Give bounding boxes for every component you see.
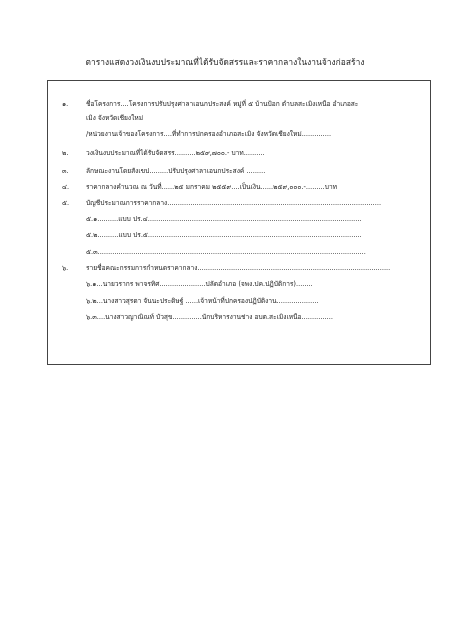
item-5-2-text: ๕.๒..........แบบ ปร.๕...................................................................................................... bbox=[86, 231, 362, 239]
item-4-text: ราคากลางคำนวณ ณ วันที่......๒๕ มกราคม ๒๕๕๙....เป็นเงิน......๒๕๙,๐๐๐.-.........บาท bbox=[86, 183, 338, 191]
item-2-number: ๒. bbox=[62, 149, 69, 157]
item-6-2-text: ๖.๒...นางสาวสุรดา จันนะประดิษฐ์ ......เจ้าหน้าที่ปกครองปฏิบัติงาน.................... bbox=[86, 297, 319, 305]
item-6-number: ๖. bbox=[62, 264, 69, 272]
item-1-text: ชื่อโครงการ....โครงการปรับปรุงศาลาเอนกประสงค์ หมู่ที่ ๕ บ้านป้อก ตำบลสะเมิงเหนือ อำเภอสะ bbox=[86, 100, 359, 108]
item-3-text: ลักษณะงานโดยสังเขป.........ปรับปรุงศาลาเอนกประสงค์ ......... bbox=[86, 167, 266, 175]
item-number: ๑. bbox=[62, 100, 69, 108]
item-6-text: รายชื่อคณะกรรมการกำหนดราคากลาง............................................................................................ bbox=[86, 264, 391, 272]
item-5-3-text: ๕.๓................................................................................................................................ bbox=[86, 248, 366, 256]
item-5-number: ๕. bbox=[62, 199, 70, 207]
item-4-number: ๔. bbox=[62, 183, 70, 191]
item-5-text: บัญชีประมาณการราคากลาง...................................................................................................... bbox=[86, 199, 382, 207]
item-5-1-text: ๕.๑..........แบบ ปร.๔...................................................................................................... bbox=[86, 215, 362, 223]
item-6-3-text: ๖.๓....นางสาวญาณิณท์ บัวสุข..............นักบริหารงานช่าง อบต.สะเมิงเหนือ............... bbox=[86, 313, 333, 321]
item-3-number: ๓. bbox=[62, 167, 69, 175]
item-1-agency-text: /หน่วยงานเจ้าของโครงการ....ที่ทำการปกครองอำเภอสะเมิง จังหวัดเชียงใหม่.............. bbox=[86, 130, 332, 138]
page-title: ตารางแสดงวงเงินงบประมาณที่ได้รับจัดสรรและราคากลางในงานจ้างก่อสร้าง bbox=[85, 57, 365, 67]
item-1-text-continued: เมิง จังหวัดเชียงใหม่ bbox=[86, 114, 144, 122]
item-1-row bbox=[62, 100, 68, 108]
item-2-text: วงเงินงบประมาณที่ได้รับจัดสรร..........๒๕๙,๗๐๐.- บาท.......... bbox=[86, 149, 265, 157]
item-6-1-text: ๖.๑...นายวรากร พาจรทิศ......................ปลัดอำเภอ (จพง.ปค.ปฏิบัติการ)........ bbox=[86, 280, 313, 288]
